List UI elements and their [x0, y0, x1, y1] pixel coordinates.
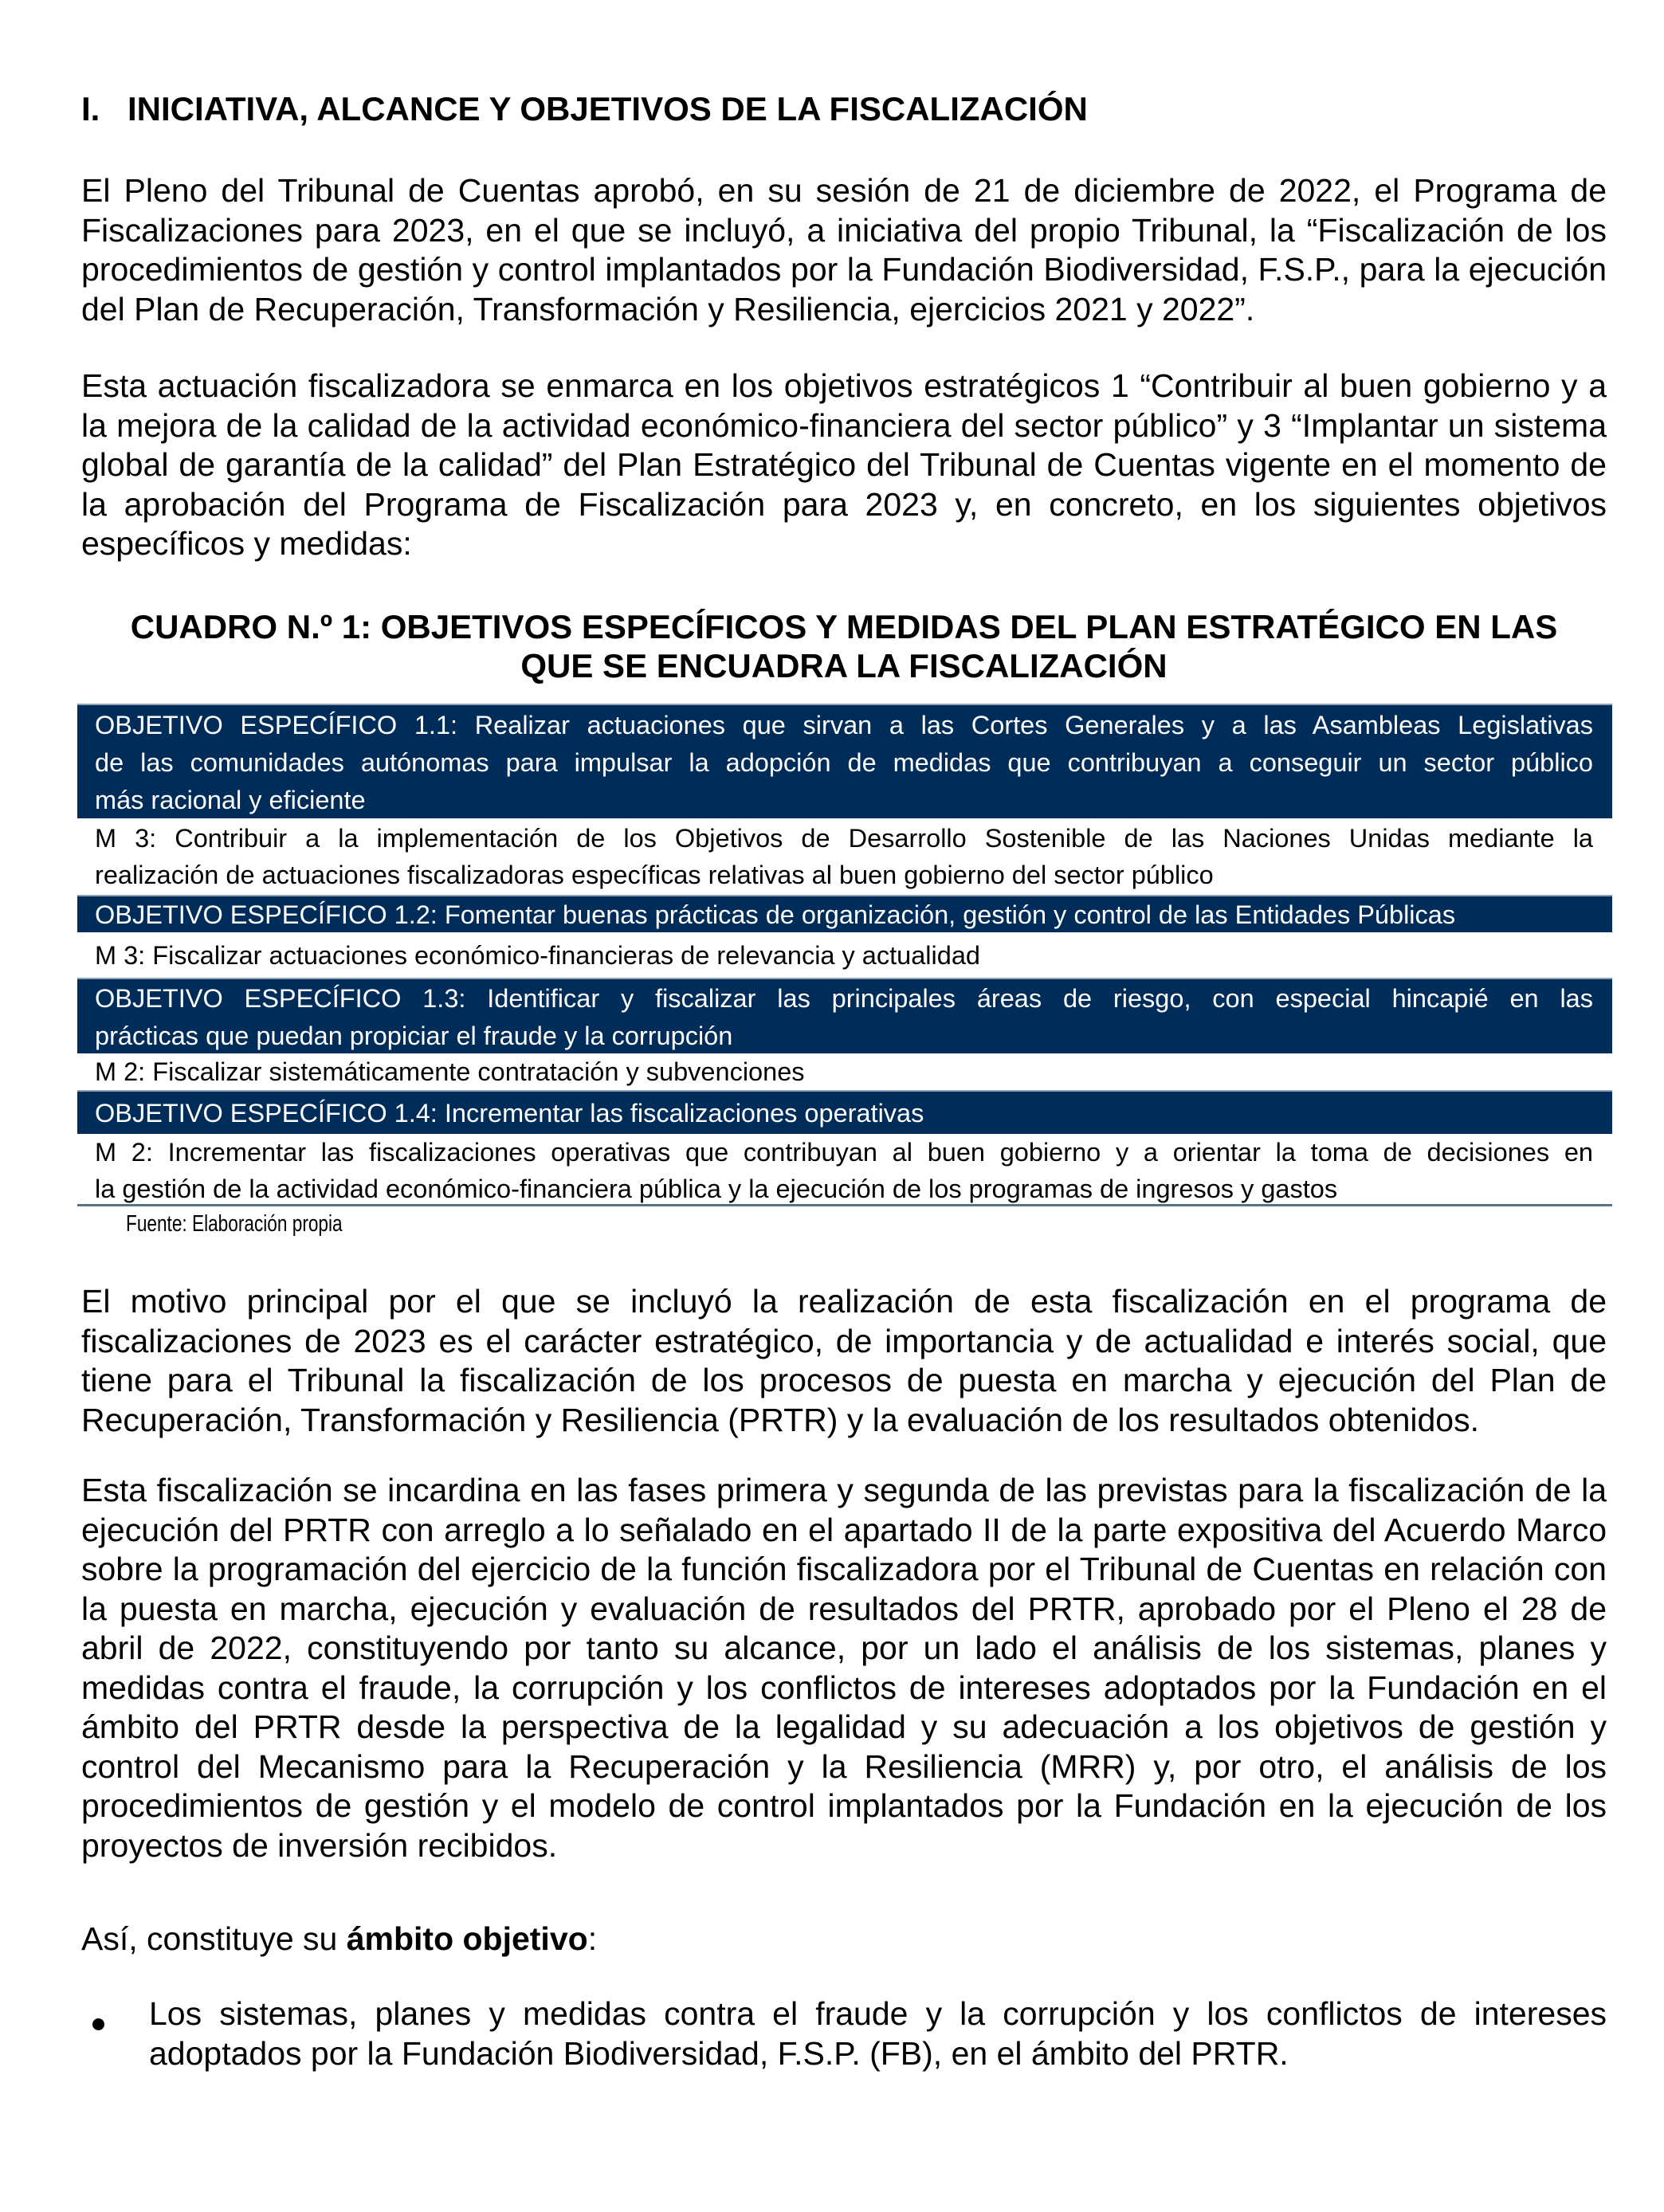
row-text-line: OBJETIVO ESPECÍFICO 1.4: Incrementar las fiscalizaciones operativas — [95, 1099, 924, 1128]
row-text-line: más racional y eficiente — [95, 785, 366, 814]
objective-row — [77, 1090, 1612, 1134]
row-text-line: M 3: Fiscalizar actuaciones económico-financieras de relevancia y actualidad — [95, 940, 980, 970]
paragraph-ambito-intro — [81, 1920, 1607, 1959]
row-text-line: realización de actuaciones fiscalizadoras específicas relativas al buen gobierno del sector público — [95, 861, 1214, 889]
row-text-line: OBJETIVO ESPECÍFICO 1.1: Realizar actuaciones que sirvan a las Cortes Generales y a las Asambleas Legislativas — [95, 710, 1593, 739]
table-caption-line-2: QUE SE ENCUADRA LA FISCALIZACIÓN — [520, 647, 1168, 684]
bullet-icon — [92, 2018, 104, 2030]
row-text-line: M 2: Fiscalizar sistemáticamente contratación y subvenciones — [95, 1057, 805, 1086]
paragraph-motivo: El motivo principal por el que se incluyó la realización de esta fiscalización en el programa de fiscalizaciones de 2023 es el carácter estratégico, de importancia y de actualidad e interés social, que tiene para el Tribunal la fiscalización de los procesos de puesta en marcha y ejecución del Plan de Recuperación, Transformación y Resiliencia (PRTR) y la evaluación de los resultados obtenidos. — [81, 1283, 1607, 1438]
section-title-text: INICIATIVA, ALCANCE Y OBJETIVOS DE LA FISCALIZACIÓN — [128, 90, 1088, 127]
row-text-line: OBJETIVO ESPECÍFICO 1.3: Identificar y fiscalizar las principales áreas de riesgo, con especial hincapié en las — [95, 983, 1593, 1013]
measure-row — [77, 1134, 1612, 1204]
row-text-line: prácticas que puedan propiciar el fraude y la corrupción — [95, 1021, 733, 1050]
objective-row — [77, 895, 1612, 932]
paragraph-alcance: Esta fiscalización se incardina en las fases primera y segunda de las previstas para la fiscalización de la ejecución del PRTR con arreglo a lo señalado en el apartado II de la parte expositiva del Acuerdo Marco sobre la programación del ejercicio de la función fiscalizadora por el Tribunal de Cuentas en relación con la puesta en marcha, ejecución y evaluación de resultados del PRTR, aprobado por el Pleno el 28 de abril de 2022, constituyendo por tanto su alcance, por un lado el análisis de los sistemas, planes y medidas contra el fraude, la corrupción y los conflictos de intereses adoptados por la Fundación en el ámbito del PRTR desde la perspectiva de la legalidad y su adecuación a los objetivos de gestión y control del Mecanismo para la Recuperación y la Resiliencia (MRR) y, por otro, el análisis de los procedimientos de gestión y el modelo de control implantados por la Fundación en la ejecución de los proyectos de inversión recibidos. — [81, 1472, 1607, 1864]
measure-row — [77, 1053, 1612, 1090]
section-number: I. — [81, 90, 100, 127]
row-text-line: OBJETIVO ESPECÍFICO 1.2: Fomentar buenas prácticas de organización, gestión y control de las Entidades Públicas — [95, 900, 1456, 929]
objective-row — [77, 704, 1612, 818]
ambito-bold: ámbito objetivo — [346, 1920, 588, 1957]
table-source: Fuente: Elaboración propia — [126, 1211, 343, 1237]
row-text-line: M 2: Incrementar las fiscalizaciones operativas que contribuyan al buen gobierno y a orientar la toma de decisiones en — [95, 1138, 1593, 1167]
measure-row — [77, 818, 1612, 895]
row-text-line: M 3: Contribuir a la implementación de los Objetivos de Desarrollo Sostenible de las Naciones Unidas mediante la — [95, 824, 1593, 853]
scope-bullet-list — [81, 1994, 1607, 2073]
row-text-line: la gestión de la actividad económico-financiera pública y la ejecución de los programas de ingresos y gastos — [95, 1175, 1338, 1203]
table-caption — [81, 607, 1607, 685]
table-caption-line-1: CUADRO N.º 1: OBJETIVOS ESPECÍFICOS Y MEDIDAS DEL PLAN ESTRATÉGICO EN LAS — [130, 608, 1558, 645]
row-text-line: de las comunidades autónomas para impulsar la adopción de medidas que contribuyan a conseguir un sector público — [95, 747, 1593, 777]
paragraph-programa: El Pleno del Tribunal de Cuentas aprobó, en su sesión de 21 de diciembre de 2022, el Programa de Fiscalizaciones para 2023, en el que se incluyó, a iniciativa del propio Tribunal, la “Fiscalización de los procedimientos de gestión y control implantados por la Fundación Biodiversidad, F.S.P., para la ejecución del Plan de Recuperación, Transformación y Resiliencia, ejercicios 2021 y 2022”. — [81, 172, 1607, 327]
ambito-prefix: Así, constituye su — [81, 1920, 347, 1957]
ambito-suffix: : — [587, 1920, 598, 1957]
objective-row — [77, 978, 1612, 1053]
section-heading — [81, 89, 1607, 129]
bullet-text: Los sistemas, planes y medidas contra el fraude y la corrupción y los conflictos de intereses adoptados por la Fundación Biodiversidad, F.S.P. (FB), en el ámbito del PRTR. — [149, 1995, 1607, 2072]
bullet-item — [81, 1994, 1607, 2073]
paragraph-objetivos-estrategicos: Esta actuación fiscalizadora se enmarca en los objetivos estratégicos 1 “Contribuir al buen gobierno y a la mejora de la calidad de la actividad económico-financiera del sector público” y 3 “Implantar un sistema global de garantía de la calidad” del Plan Estratégico del Tribunal de Cuentas vigente en el momento de la aprobación del Programa de Fiscalización para 2023 y, en concreto, en los siguientes objetivos específicos y medidas: — [81, 367, 1607, 562]
measure-row — [77, 932, 1612, 978]
objectives-table — [77, 704, 1612, 1206]
